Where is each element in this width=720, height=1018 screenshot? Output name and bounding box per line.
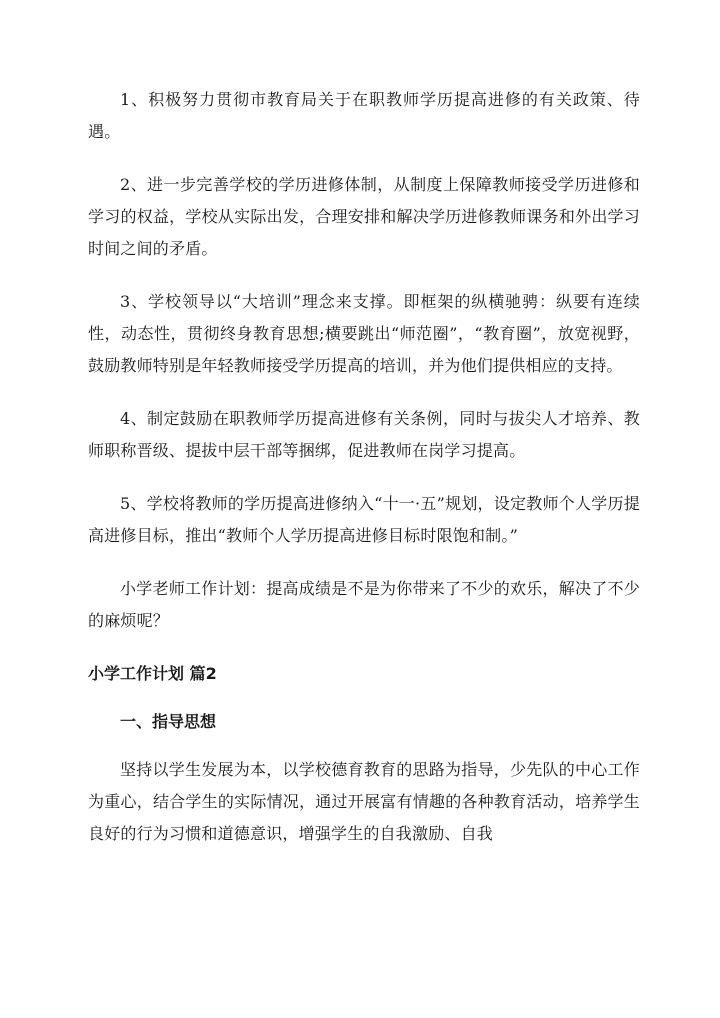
paragraph-summary: 小学老师工作计划：提高成绩是不是为你带来了不少的欢乐，解决了不少的麻烦呢？: [88, 579, 640, 630]
paragraph-item-2: 2、进一步完善学校的学历进修体制，从制度上保障教师接受学历进修和学习的权益，学校从实际出发，合理安排和解决学历进修教师课务和外出学习时间之间的矛盾。: [88, 175, 640, 258]
section-body-paragraph: 坚持以学生发展为本，以学校德育教育的思路为指导，少先队的中心工作为重心，结合学生的实际情况，通过开展富有情趣的各种教育活动，培养学生良好的行为习惯和道德意识，增强学生的自我激励、自我: [88, 760, 640, 843]
section-heading: 一、指导思想: [120, 712, 217, 731]
paragraph-item-5: 5、学校将教师的学历提高进修纳入“十一·五”规划，设定教师个人学历提高进修目标，推出“教师个人学历提高进修目标时限饱和制。”: [88, 494, 640, 545]
section-title: 小学工作计划 篇2: [88, 664, 217, 683]
paragraph-item-4: 4、制定鼓励在职教师学历提高进修有关条例，同时与拔尖人才培养、教师职称晋级、提拔中层干部等捆绑，促进教师在岗学习提高。: [88, 409, 640, 460]
document-page: [88, 84, 640, 871]
paragraph-item-1: 1、积极努力贯彻市教育局关于在职教师学历提高进修的有关政策、待遇。: [88, 90, 640, 141]
paragraph-item-3: 3、学校领导以“大培训”理念来支撑。即框架的纵横驰骋：纵要有连续性，动态性，贯彻终身教育思想;横要跳出“师范圈”，“教育圈”，放宽视野，鼓励教师特别是年轻教师接受学历提高的培训，并为他们提供相应的支持。: [88, 292, 640, 375]
